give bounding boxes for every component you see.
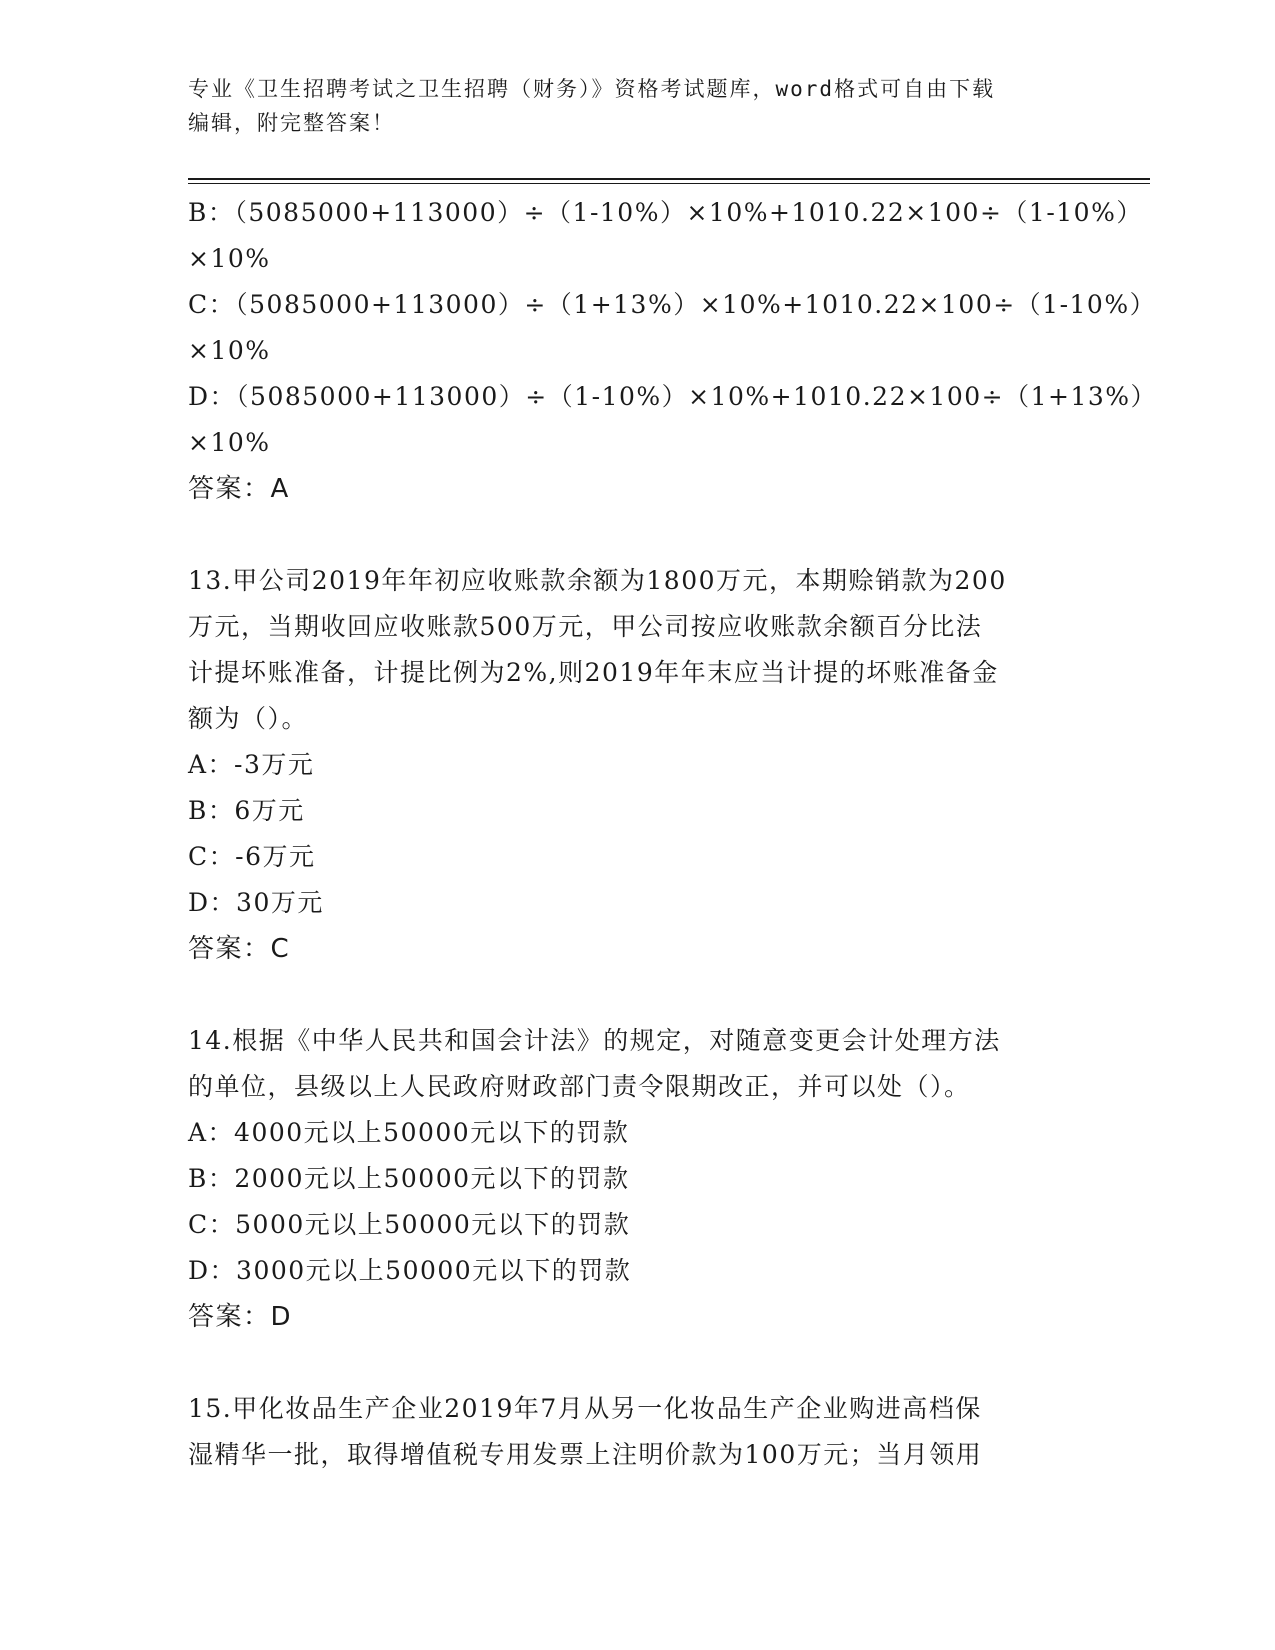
header-divider xyxy=(188,183,1150,184)
question-13 xyxy=(188,558,1078,972)
option-c: C：5000元以上50000元以下的罚款 xyxy=(188,1210,631,1239)
option-c: C：-6万元 xyxy=(188,842,316,871)
page-header xyxy=(188,72,1068,140)
question-15 xyxy=(188,1386,1078,1478)
question-text: 13.甲公司2019年年初应收账款余额为1800万元，本期赊销款为200 xyxy=(188,566,1007,595)
question-text: 的单位，县级以上人民政府财政部门责令限期改正，并可以处（）。 xyxy=(188,1072,971,1101)
answer-text: 答案：A xyxy=(188,474,290,504)
option-line: C：（5085000+113000）÷（1+13%）×10%+1010.22×100÷（1-10%） xyxy=(188,290,1157,319)
question-text: 15.甲化妆品生产企业2019年7月从另一化妆品生产企业购进高档保 xyxy=(188,1394,982,1423)
option-a: A：-3万元 xyxy=(188,750,315,779)
question-text: 14.根据《中华人民共和国会计法》的规定，对随意变更会计处理方法 xyxy=(188,1026,1001,1055)
question-text: 额为（）。 xyxy=(188,704,309,733)
option-d: D：3000元以上50000元以下的罚款 xyxy=(188,1256,632,1285)
option-a: A：4000元以上50000元以下的罚款 xyxy=(188,1118,630,1147)
option-d: D：30万元 xyxy=(188,888,324,917)
question-text: 万元，当期收回应收账款500万元，甲公司按应收账款余额百分比法 xyxy=(188,612,983,641)
prev-question-block xyxy=(188,190,1158,512)
header-divider xyxy=(188,178,1150,180)
option-line: B：（5085000+113000）÷（1-10%）×10%+1010.22×100÷（1-10%） xyxy=(188,198,1143,227)
header-line: 编辑，附完整答案！ xyxy=(188,111,395,135)
option-line: ×10% xyxy=(188,428,271,457)
answer-text: 答案：C xyxy=(188,934,291,964)
question-text: 计提坏账准备，计提比例为2%,则2019年年末应当计提的坏账准备金 xyxy=(188,658,999,687)
option-b: B：6万元 xyxy=(188,796,305,825)
header-line: 专业《卫生招聘考试之卫生招聘（财务）》资格考试题库，word格式可自由下载 xyxy=(188,77,996,101)
option-line: D：（5085000+113000）÷（1-10%）×10%+1010.22×100÷（1+13%） xyxy=(188,382,1158,411)
question-text: 湿精华一批，取得增值税专用发票上注明价款为100万元；当月领用 xyxy=(188,1440,983,1469)
question-14 xyxy=(188,1018,1078,1340)
question-content xyxy=(188,190,1158,1478)
option-line: ×10% xyxy=(188,244,271,273)
option-line: ×10% xyxy=(188,336,271,365)
option-b: B：2000元以上50000元以下的罚款 xyxy=(188,1164,630,1193)
answer-text: 答案：D xyxy=(188,1302,293,1332)
